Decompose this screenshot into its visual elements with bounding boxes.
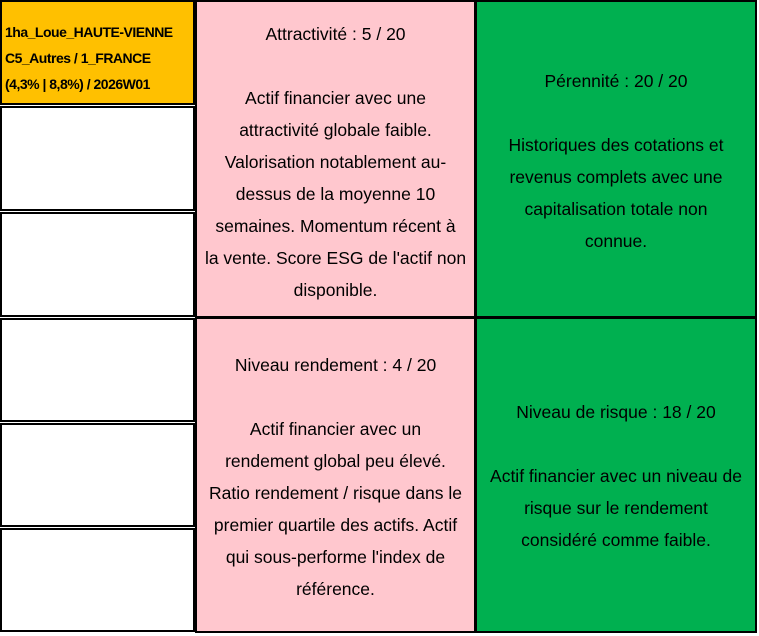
- attractivite-text: [197, 18, 474, 306]
- risque-cell: [475, 317, 757, 633]
- attractivite-title: Attractivité : 5 / 20: [265, 24, 406, 44]
- attractivite-line: Valorisation notablement au-: [224, 152, 447, 172]
- attractivite-line: dessus de la moyenne 10: [235, 184, 436, 204]
- attractivite-line: attractivité globale faible.: [239, 120, 432, 140]
- perennite-text: [477, 65, 755, 257]
- empty-cell: [0, 318, 195, 422]
- rendement-line: Ratio rendement / risque dans le: [209, 483, 462, 503]
- empty-cell: [0, 528, 195, 632]
- perennite-cell: [475, 0, 757, 318]
- rendement-title: Niveau rendement : 4 / 20: [234, 355, 437, 375]
- asset-name: 1ha_Loue_HAUTE-VIENNE: [5, 24, 173, 40]
- perennite-line: Historiques des cotations et: [508, 135, 724, 155]
- rendement-text: [197, 349, 474, 605]
- perennite-line: connue.: [584, 231, 648, 251]
- perennite-line: revenus complets avec une: [509, 167, 723, 187]
- risque-line: risque sur le rendement: [524, 498, 708, 518]
- asset-identifier-cell: [0, 0, 195, 105]
- asset-category: C5_Autres / 1_FRANCE: [5, 50, 151, 66]
- risque-title: Niveau de risque : 18 / 20: [516, 402, 716, 422]
- rendement-line: premier quartile des actifs. Actif: [213, 515, 458, 535]
- perennite-line: capitalisation totale non: [524, 199, 708, 219]
- rendement-line: référence.: [296, 579, 375, 599]
- rendement-cell: [195, 317, 476, 633]
- attractivite-line: disponible.: [293, 280, 378, 300]
- risque-line: Actif financier avec un niveau de: [490, 466, 742, 486]
- perennite-title: Pérennité : 20 / 20: [544, 71, 688, 91]
- empty-cell: [0, 212, 195, 317]
- attractivite-line: Actif financier avec une: [245, 88, 426, 108]
- attractivite-line: semaines. Momentum récent à: [215, 216, 456, 236]
- rendement-line: qui sous-performe l'index de: [225, 547, 446, 567]
- asset-yield-period: (4,3% | 8,8%) / 2026W01: [5, 76, 150, 92]
- rendement-line: Actif financier avec un: [249, 419, 422, 439]
- attractivite-line: la vente. Score ESG de l'actif non: [204, 248, 467, 268]
- empty-cell: [0, 423, 195, 527]
- risque-line: considéré comme faible.: [521, 530, 711, 550]
- rendement-line: rendement global peu élevé.: [225, 451, 446, 471]
- attractivite-cell: [195, 0, 476, 318]
- risque-text: [477, 396, 755, 556]
- empty-cell: [0, 106, 195, 211]
